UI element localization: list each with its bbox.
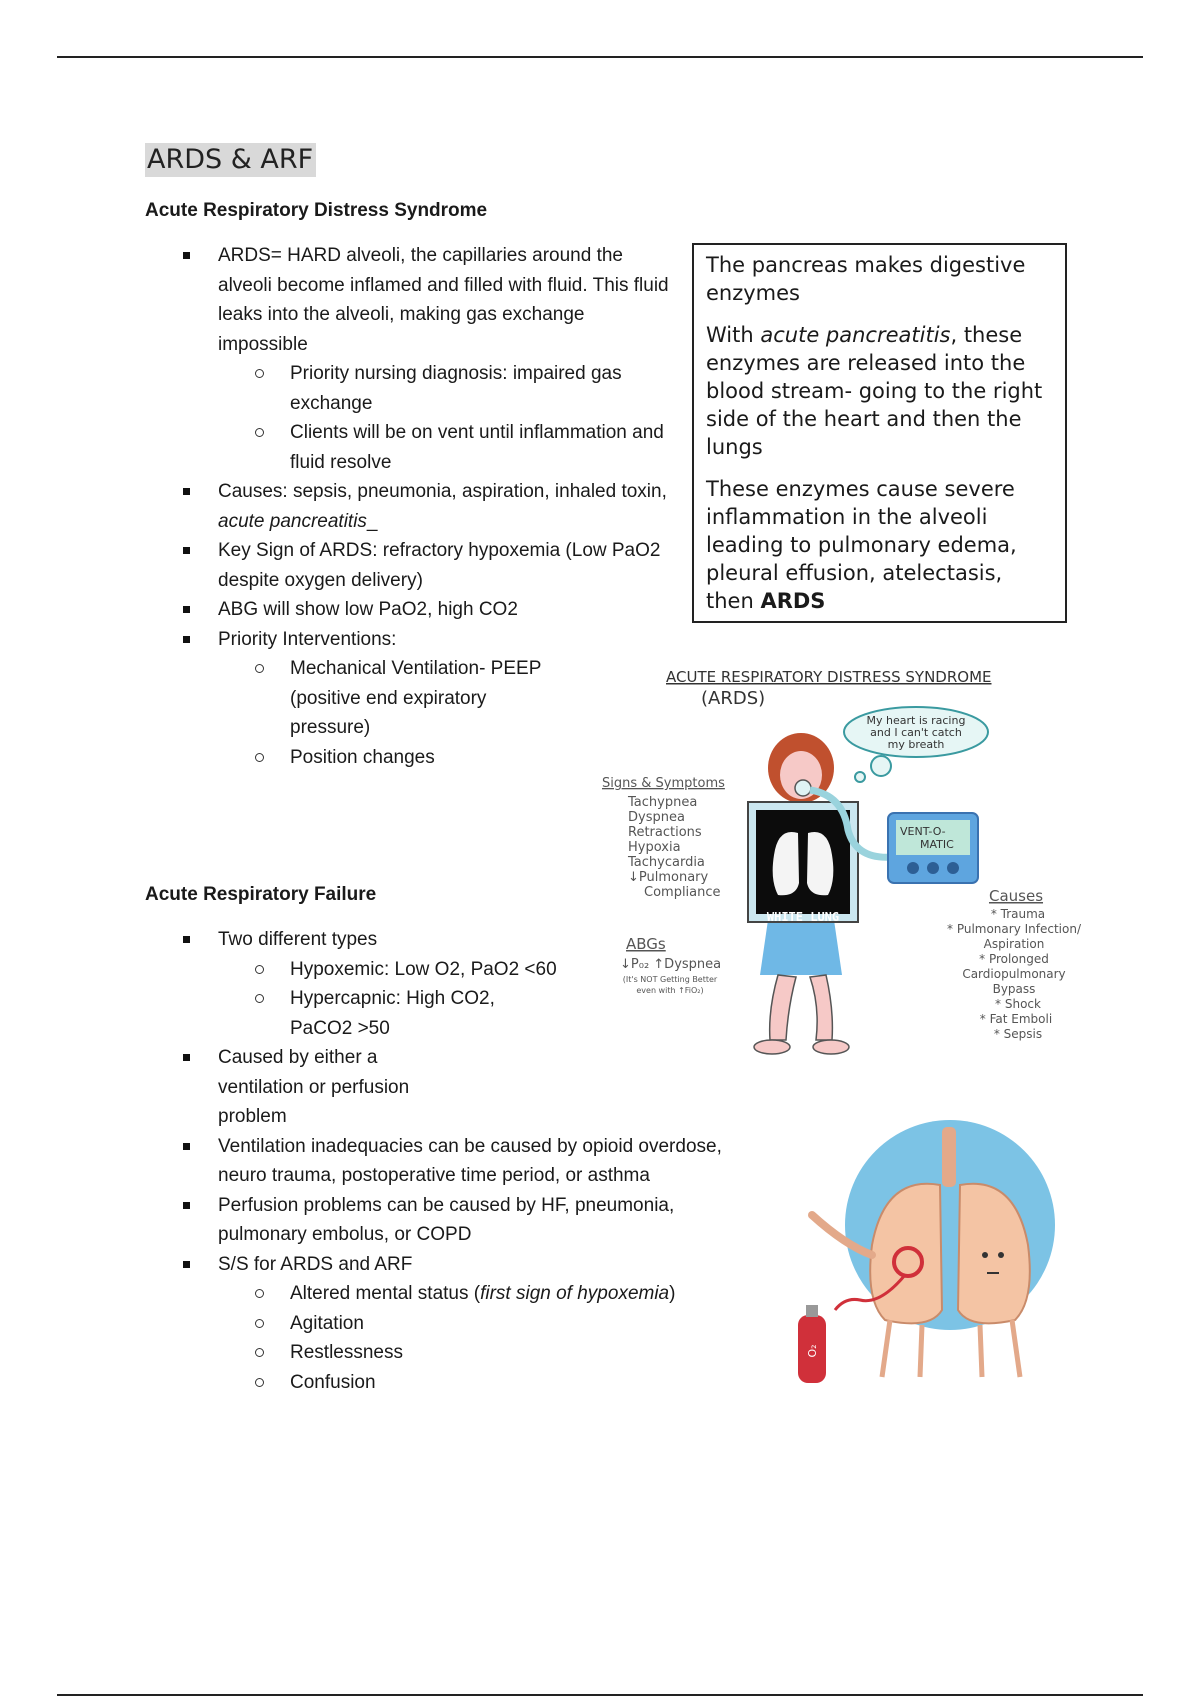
ventilator-knob-icon	[907, 862, 919, 874]
cause-item: * Trauma	[990, 907, 1046, 921]
eye-icon	[982, 1252, 988, 1258]
cause-item: * Pulmonary Infection/	[947, 922, 1081, 936]
ards-list	[145, 241, 670, 772]
foot	[813, 1040, 849, 1054]
list-item: ABG will show low PaO2, high CO2	[145, 595, 670, 625]
cause-item: * Shock	[995, 997, 1041, 1011]
square-bullet-icon	[183, 488, 190, 495]
xray-film	[756, 810, 850, 914]
xray-label: WHITE LUNG	[766, 910, 840, 924]
circle-bullet-icon	[255, 1378, 264, 1387]
list-item: Priority nursing diagnosis: impaired gas exchange	[145, 359, 670, 418]
square-bullet-icon	[183, 1143, 190, 1150]
list-item: S/S for ARDS and ARF	[145, 1250, 770, 1280]
circle-bullet-icon	[255, 965, 264, 974]
circle-bullet-icon	[255, 1319, 264, 1328]
circle-bullet-icon	[255, 664, 264, 673]
illustration-abbr: (ARDS)	[701, 688, 766, 709]
circle-bullet-icon	[255, 428, 264, 437]
list-item: Confusion	[145, 1368, 770, 1398]
callout-paragraph: These enzymes cause severe inflammation in the alveoli leading to pulmonary edema, pleural effusion, atelectasis, then ARDS	[706, 477, 1017, 613]
ventilator-label: VENT-O-	[900, 825, 946, 838]
list-item: Hypercapnic: High CO2, PaCO2 >50	[145, 984, 560, 1043]
sign-item: Retractions	[628, 825, 702, 840]
circle-bullet-icon	[255, 994, 264, 1003]
list-item: Position changes	[145, 743, 670, 773]
callout-paragraph: With acute pancreatitis, these enzymes are released into the blood stream- going to the right side of the heart and then the lungs	[706, 323, 1043, 459]
tank-valve	[806, 1305, 818, 1317]
list-item: Priority Interventions:	[145, 625, 670, 655]
square-bullet-icon	[183, 606, 190, 613]
list-item: Altered mental status (first sign of hypoxemia)	[145, 1279, 770, 1309]
list-item: Caused by either a ventilation or perfusion problem	[145, 1043, 448, 1132]
list-item: Causes: sepsis, pneumonia, aspiration, inhaled toxin, acute pancreatitis_	[145, 477, 670, 536]
list-item: Clients will be on vent until inflammation and fluid resolve	[145, 418, 670, 477]
circle-bullet-icon	[255, 369, 264, 378]
illustration-title: ACUTE RESPIRATORY DISTRESS SYNDROME	[666, 668, 992, 686]
cause-item: Bypass	[992, 982, 1036, 996]
speech-line: and I can't catch	[870, 726, 962, 739]
list-item: Perfusion problems can be caused by HF, pneumonia, pulmonary embolus, or COPD	[145, 1191, 728, 1250]
circle-bullet-icon	[255, 753, 264, 762]
eye-icon	[998, 1252, 1004, 1258]
cause-item: Cardiopulmonary	[962, 967, 1066, 981]
list-item: Key Sign of ARDS: refractory hypoxemia (Low PaO2 despite oxygen delivery)	[145, 536, 670, 595]
sign-item: Tachypnea	[628, 795, 698, 810]
sign-item: Tachycardia	[628, 855, 705, 870]
mask-icon	[795, 780, 811, 796]
trachea	[942, 1127, 956, 1187]
dress	[760, 920, 842, 975]
legs	[770, 975, 833, 1040]
abgs-line: ↓P₀₂ ↑Dyspnea	[620, 957, 722, 972]
list-item: Restlessness	[145, 1338, 770, 1368]
cause-item: * Sepsis	[993, 1027, 1043, 1041]
ards-heading: Acute Respiratory Distress Syndrome	[145, 200, 488, 221]
abgs-note: even with ↑FiO₂)	[636, 986, 704, 995]
cause-item: Aspiration	[983, 937, 1045, 951]
cause-item: * Prolonged	[979, 952, 1049, 966]
page-title: ARDS & ARF	[145, 143, 316, 177]
cause-item: * Fat Emboli	[979, 1012, 1053, 1026]
thought-dot-icon	[871, 756, 891, 776]
circle-bullet-icon	[255, 1348, 264, 1357]
arf-list	[145, 925, 770, 1397]
sign-item: Compliance	[644, 885, 721, 900]
thought-dot-icon	[855, 772, 865, 782]
top-rule	[57, 56, 1143, 58]
circle-bullet-icon	[255, 1289, 264, 1298]
ventilator-label: MATIC	[920, 838, 954, 851]
lungs-illustration	[790, 1115, 1090, 1395]
list-item: Mechanical Ventilation- PEEP (positive end expiratory pressure)	[145, 654, 560, 743]
square-bullet-icon	[183, 936, 190, 943]
abgs-heading: ABGs	[626, 935, 666, 953]
signs-heading: Signs & Symptoms	[602, 776, 725, 791]
ventilator-knob-icon	[927, 862, 939, 874]
sign-item: Hypoxia	[628, 840, 681, 855]
square-bullet-icon	[183, 1202, 190, 1209]
sign-item: ↓Pulmonary	[628, 870, 709, 885]
square-bullet-icon	[183, 1261, 190, 1268]
causes-heading: Causes	[988, 887, 1044, 905]
speech-line: my breath	[887, 738, 945, 751]
arf-heading: Acute Respiratory Failure	[145, 884, 377, 905]
list-item: Ventilation inadequacies can be caused by opioid overdose, neuro trauma, postoperative time period, or asthma	[145, 1132, 770, 1191]
list-item: Agitation	[145, 1309, 770, 1339]
square-bullet-icon	[183, 547, 190, 554]
list-item: Two different types	[145, 925, 770, 955]
oxygen-tank-label: O₂	[806, 1344, 819, 1358]
abgs-note: (It's NOT Getting Better	[622, 975, 718, 984]
list-item: ARDS= HARD alveoli, the capillaries around the alveoli become inflamed and filled with fluid. This fluid leaks into the alveoli, making gas exchange impossible	[145, 241, 670, 359]
square-bullet-icon	[183, 1054, 190, 1061]
list-item: Hypoxemic: Low O2, PaO2 <60	[145, 955, 770, 985]
speech-line: My heart is racing	[866, 714, 966, 727]
bottom-rule	[57, 1694, 1143, 1696]
pancreatitis-callout	[692, 243, 1067, 623]
sign-item: Dyspnea	[628, 810, 685, 825]
square-bullet-icon	[183, 636, 190, 643]
callout-paragraph: The pancreas makes digestive enzymes	[706, 253, 1026, 305]
ventilator-knob-icon	[947, 862, 959, 874]
square-bullet-icon	[183, 252, 190, 259]
